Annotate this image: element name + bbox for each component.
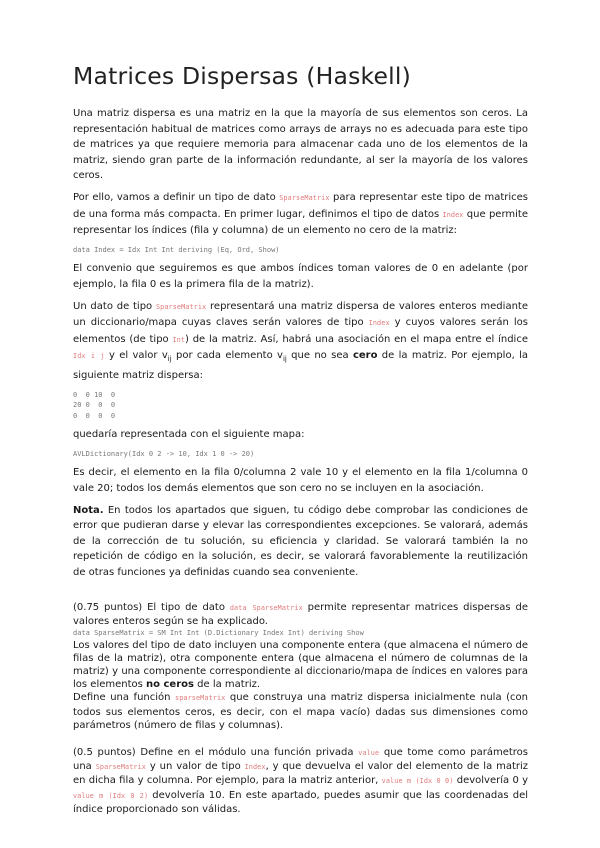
code-data-sparsematrix: data SparseMatrix bbox=[229, 603, 303, 612]
code-block-index: data Index = Idx Int Int deriving (Eq, Ord, Show) bbox=[73, 245, 280, 254]
example-matrix bbox=[73, 390, 528, 422]
convention-paragraph: El convenio que seguiremos es que ambos índices toman valores de 0 en adelante (por ejemplo, la fila 0 es la primera fila de la matriz). bbox=[73, 263, 528, 290]
exercise-1-intro: (0.75 puntos) El tipo de dato data SparseMatrix permite representar matrices dispersas de valores enteros según se ha explicado. bbox=[73, 601, 528, 627]
definition-paragraph: Por ello, vamos a definir un tipo de dato SparseMatrix para representar este tipo de matrices de una forma más compacta. En primer lugar, definimos el tipo de datos Index que permite representar los índices (fila y columna) de un elemento no cero de la matriz: bbox=[73, 191, 528, 237]
code-value-example-1: value m (Idx 0 0) bbox=[381, 777, 454, 786]
exercise-1-components: Los valores del tipo de dato incluyen una componente entera (que almacena el número de filas de la matriz), otra componente entera (que almacena el número de columnas de la matriz) y una componente correspondiente al diccionario/mapa de índices en valores para los elementos no ceros de la matriz. bbox=[73, 639, 528, 691]
exercise-1 bbox=[73, 601, 528, 732]
code-sparsematrix: SparseMatrix bbox=[279, 193, 330, 202]
exercise-1-task: Define una función sparseMatrix que construya una matriz dispersa inicialmente nula (con todos sus elementos ceros, es decir, con el mapa vacío) dadas sus dimensiones como parámetros (número de filas y columnas). bbox=[73, 692, 528, 731]
representation-paragraph: Un dato de tipo SparseMatrix representará una matriz dispersa de valores enteros mediante un diccionario/mapa cuyas claves serán valores de tipo Index y cuyos valores serán los elementos (de tipo Int) de la matriz. Así, habrá una asociación en el mapa entre el índice Idx i j y el valor $v_{ij}$ por cada elemento $v_{ij}$ que no sea cero de la matriz. Por ejemplo, la siguiente matriz dispersa: bbox=[73, 300, 529, 381]
code-index: Index bbox=[244, 763, 266, 772]
exercise-2 bbox=[73, 746, 528, 816]
explanation-paragraph: Es decir, el elemento en la fila 0/columna 2 vale 10 y el elemento en la fila 1/columna 0 vale 20; todos los demás elementos que son cero no se incluyen en la asociación. bbox=[73, 467, 528, 495]
code-int: Int bbox=[172, 335, 186, 344]
note-paragraph: Nota. En todos los apartados que siguen, tu código debe comprobar las condiciones de error que pudieran darse y elevar las correspondientes excepciones. Se valorará, además de la corrección de tu solución, su eficiencia y claridad. Se valorará también la no repetición de código en la solución, es decir, se valorará favorablemente la reutilización de otras funciones ya definidas cuando sea conveniente. bbox=[73, 504, 528, 579]
matrix-row: 0 0 10 0 bbox=[73, 390, 116, 399]
document-content bbox=[73, 62, 528, 816]
matrix-row: 20 0 0 0 bbox=[73, 401, 116, 410]
code-index: Index bbox=[368, 319, 390, 328]
map-intro-paragraph: quedaría representada con el siguiente mapa: bbox=[73, 429, 305, 441]
code-value-example-2: value m (Idx 0 2) bbox=[73, 791, 149, 800]
exercise-2-task: (0.5 puntos) Define en el módulo una función privada value que tome como parámetros una SparseMatrix y un valor de tipo Index, y que devuelva el valor del elemento de la matriz en dicha fila y columna. Por ejemplo, para la matriz anterior, value m (Idx 0 0) devolvería 0 y value m (Idx 0 2) devolvería 10. En este apartado, puedes asumir que las coordenadas del índice proporcionado son válidas. bbox=[73, 747, 529, 815]
code-idx: Idx i j bbox=[73, 352, 105, 361]
code-value: value bbox=[358, 749, 380, 758]
code-index: Index bbox=[442, 210, 464, 219]
page-title: Matrices Dispersas (Haskell) bbox=[73, 62, 411, 90]
code-sparsematrix-fn: sparseMatrix bbox=[175, 694, 226, 703]
intro-paragraph: Una matriz dispersa es una matriz en la que la mayoría de sus elementos son ceros. La representación habitual de matrices como arrays de arrays no es adecuada para este tipo de matrices ya que requiere memoria para almacenar cada uno de los elementos de la matriz, siendo gran parte de la información redundante, al ser la mayoría de los valores ceros. bbox=[73, 108, 528, 182]
code-sparsematrix: SparseMatrix bbox=[155, 302, 207, 311]
code-block-map: AVLDictionary(Idx 0 2 -> 10, Idx 1 0 -> 20) bbox=[73, 449, 255, 458]
code-block-sparsematrix: data SparseMatrix = SM Int Int (D.Dictionary Index Int) deriving Show bbox=[73, 629, 364, 638]
code-sparsematrix: SparseMatrix bbox=[95, 763, 146, 772]
matrix-row: 0 0 0 0 bbox=[73, 411, 116, 420]
